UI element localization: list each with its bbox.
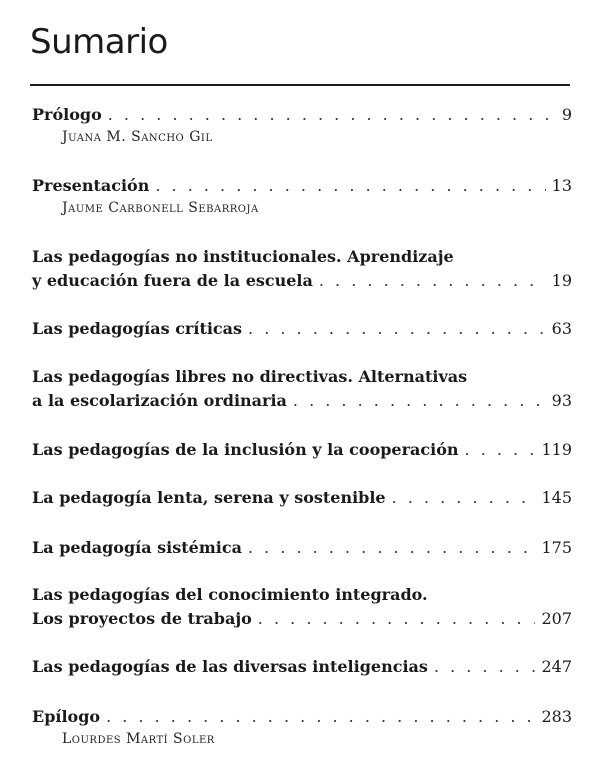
toc-entry-author: Lourdes Martí Soler <box>62 731 215 747</box>
toc-page-number: 247 <box>541 657 572 676</box>
toc-entry-title: Prólogo <box>32 105 102 124</box>
toc-page-number: 175 <box>541 538 572 557</box>
toc-page-number: 63 <box>551 319 572 338</box>
toc-page-number: 283 <box>541 707 572 726</box>
toc-line <box>32 486 572 510</box>
toc-page-number: 9 <box>561 105 572 124</box>
toc-entry-title: a la escolarización ordinaria <box>32 391 287 410</box>
leader-dots <box>155 174 545 198</box>
toc-entry-no-institucionales[interactable] <box>32 245 572 293</box>
toc-line <box>32 438 572 462</box>
toc-entry-lenta[interactable] <box>32 486 572 510</box>
toc-entry-conocimiento[interactable] <box>32 583 572 631</box>
toc-page-number: 93 <box>551 391 572 410</box>
leader-dots <box>434 655 536 679</box>
toc-entry-title: Epílogo <box>32 707 101 726</box>
leader-dots <box>293 389 546 413</box>
toc-line <box>32 389 572 413</box>
toc-entry-title: y educación fuera de la escuela <box>32 271 313 290</box>
leader-dots <box>392 486 536 510</box>
toc-entry-inclusion[interactable] <box>32 438 572 462</box>
page-title: Sumario <box>30 22 168 62</box>
leader-dots <box>248 536 536 560</box>
toc-page-number: 13 <box>551 176 572 195</box>
toc-line <box>32 174 572 198</box>
toc-entry-title: Las pedagogías de la inclusión y la cooperación <box>32 440 459 459</box>
toc-entry-title-line1: Las pedagogías no institucionales. Aprendizaje <box>32 247 454 266</box>
leader-dots <box>108 103 556 127</box>
leader-dots <box>319 269 546 293</box>
toc-entry-author: Jaume Carbonell Sebarroja <box>62 200 259 216</box>
toc-entry-prologo[interactable] <box>32 103 572 147</box>
toc-page-number: 207 <box>541 609 572 628</box>
toc-line <box>32 269 572 293</box>
toc-page-number: 145 <box>541 488 572 507</box>
toc-line <box>32 536 572 560</box>
toc-line <box>32 655 572 679</box>
toc-entry-title: La pedagogía sistémica <box>32 538 242 557</box>
toc-line <box>32 103 572 127</box>
toc-entry-author: Juana M. Sancho Gil <box>62 129 213 145</box>
leader-dots <box>106 705 535 729</box>
toc-entry-criticas[interactable] <box>32 317 572 341</box>
toc-line <box>32 317 572 341</box>
toc-entry-inteligencias[interactable] <box>32 655 572 679</box>
title-divider <box>30 84 570 86</box>
toc-entry-title: La pedagogía lenta, serena y sostenible <box>32 488 386 507</box>
toc-page-number: 119 <box>541 440 572 459</box>
toc-entry-libres[interactable] <box>32 365 572 413</box>
toc-entry-title: Presentación <box>32 176 150 195</box>
toc-line <box>32 607 572 631</box>
leader-dots <box>248 317 546 341</box>
leader-dots <box>258 607 536 631</box>
toc-entry-epilogo[interactable] <box>32 705 572 749</box>
leader-dots <box>465 438 536 462</box>
toc-entry-title: Las pedagogías de las diversas inteligencias <box>32 657 428 676</box>
toc-entry-title-line1: Las pedagogías libres no directivas. Alternativas <box>32 367 468 386</box>
toc-entry-title: Las pedagogías críticas <box>32 319 243 338</box>
toc-entry-title-line1: Las pedagogías del conocimiento integrado. <box>32 585 428 604</box>
toc-page-number: 19 <box>551 271 572 290</box>
toc-entry-sistemica[interactable] <box>32 536 572 560</box>
toc-entry-presentacion[interactable] <box>32 174 572 218</box>
toc-line <box>32 705 572 729</box>
toc-entry-title: Los proyectos de trabajo <box>32 609 252 628</box>
